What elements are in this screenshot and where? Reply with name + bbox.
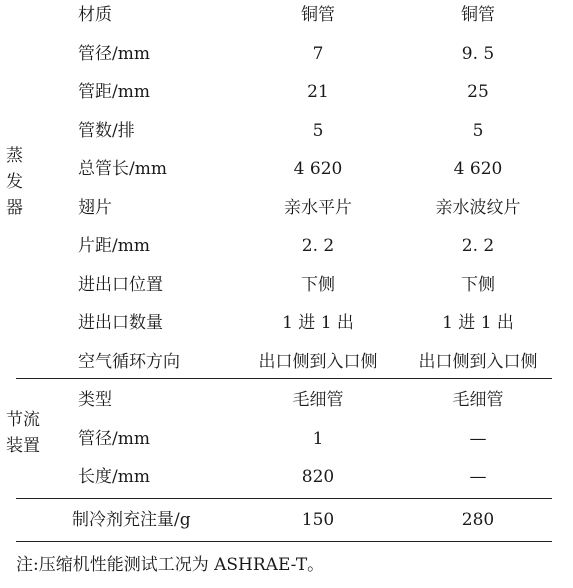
table-row (16, 458, 552, 497)
param-label: 管径/mm (78, 428, 150, 449)
value-col-1: 毛细管 (292, 390, 344, 410)
value-col-2: 出口侧到入口侧 (418, 351, 538, 372)
param-label: 管径/mm (78, 43, 150, 64)
value-col-1: 铜管 (301, 5, 335, 25)
value-col-2: — (469, 467, 487, 487)
value-col-2: 1 进 1 出 (442, 313, 514, 333)
value-col-2: 9. 5 (461, 43, 495, 64)
value-col-2: 4 620 (453, 159, 503, 179)
value-col-1: 下侧 (301, 274, 335, 295)
table-row (16, 381, 552, 420)
table-row (16, 73, 552, 112)
value-col-1: 21 (307, 82, 329, 102)
value-col-1: 7 (312, 43, 324, 64)
value-col-2: 280 (461, 510, 495, 530)
param-label: 空气循环方向 (78, 351, 180, 372)
spec-table (16, 0, 552, 381)
charge-label: 制冷剂充注量/g (72, 510, 191, 530)
footnote: 注:压缩机性能测试工况为 ASHRAE-T。 (16, 555, 325, 575)
table-row (16, 420, 552, 459)
value-col-2: 铜管 (461, 5, 495, 25)
param-label: 片距/mm (78, 236, 150, 256)
section-divider (16, 498, 552, 499)
value-col-1: 4 620 (293, 159, 343, 179)
param-label: 管数/排 (78, 120, 135, 141)
table-row (16, 227, 552, 266)
param-label: 类型 (78, 390, 112, 410)
param-label: 翅片 (78, 197, 112, 218)
table-row (16, 304, 552, 343)
param-label: 材质 (78, 5, 112, 25)
value-col-2: 下侧 (461, 274, 495, 295)
value-col-1: 150 (301, 510, 335, 530)
param-label: 进出口数量 (78, 313, 163, 333)
param-label: 长度/mm (78, 467, 150, 487)
table-row (16, 343, 552, 382)
table-row (16, 189, 552, 228)
value-col-1: 820 (301, 467, 335, 487)
param-label: 总管长/mm (78, 159, 167, 179)
table-bottom-rule (16, 541, 552, 542)
value-col-1: 亲水平片 (284, 197, 352, 218)
value-col-2: 亲水波纹片 (435, 197, 521, 218)
value-col-2: — (469, 428, 487, 449)
value-col-2: 5 (472, 120, 484, 141)
value-col-1: 2. 2 (301, 236, 335, 256)
table-row (16, 35, 552, 74)
value-col-2: 毛细管 (452, 390, 504, 410)
param-label: 管距/mm (78, 82, 150, 102)
table-row (16, 501, 552, 540)
value-col-2: 2. 2 (461, 236, 495, 256)
table-row (16, 150, 552, 189)
throttle-table (16, 381, 552, 497)
value-col-1: 1 (312, 428, 324, 449)
table-row (16, 112, 552, 151)
charge-table (16, 501, 552, 540)
value-col-1: 出口侧到入口侧 (258, 351, 378, 372)
table-row (16, 0, 552, 35)
param-label: 进出口位置 (78, 274, 163, 295)
throttle-group-label: 节流 装置 (6, 410, 40, 456)
section-divider (16, 378, 552, 379)
evaporator-group-label: 蒸 发 器 (6, 146, 23, 218)
value-col-2: 25 (467, 82, 489, 102)
table-row (16, 266, 552, 305)
value-col-1: 5 (312, 120, 324, 141)
value-col-1: 1 进 1 出 (282, 313, 354, 333)
